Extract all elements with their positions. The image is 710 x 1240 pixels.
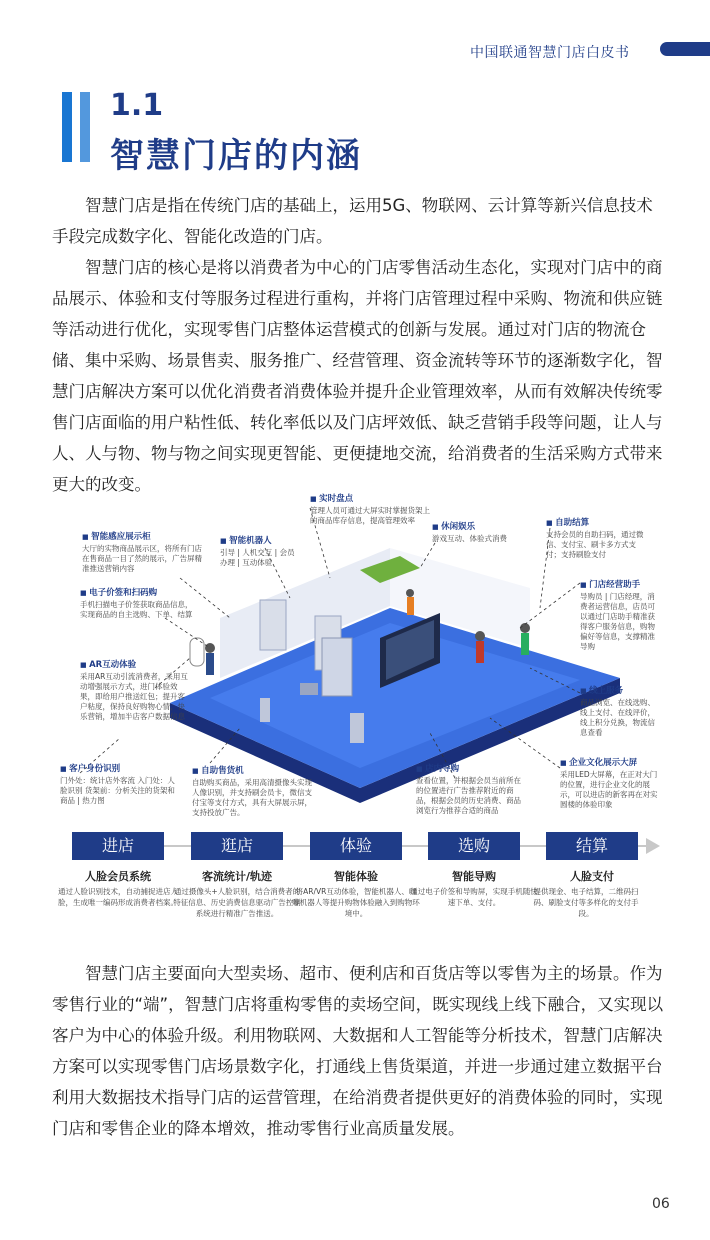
section-title: 智慧门店的内涵 bbox=[110, 136, 362, 176]
callout-culture-screen: ■ 企业文化展示大屏 采用LED大屏幕，在正对大门的位置，进行企业文化的展示，可以进店的新客再在对实圆楼的体验印象 bbox=[560, 758, 660, 810]
kiosk bbox=[350, 713, 364, 743]
turnstile bbox=[260, 698, 270, 722]
section-bar-2 bbox=[80, 92, 90, 162]
flow-desc-browse: 通过摄像头+人脸识别，结合消费者的特征信息、历史消费信息驱动广告控制系统进行精准广告推送。 bbox=[173, 887, 301, 918]
callout-leisure: ■ 休闲娱乐 游戏互动、体验式消费 bbox=[432, 522, 532, 544]
person-2 bbox=[475, 631, 485, 641]
flow-sub-experience: 智能体验 bbox=[334, 870, 378, 883]
flow-step-experience: 体验 bbox=[310, 832, 402, 860]
header-bar bbox=[660, 42, 710, 56]
header-title: 中国联通智慧门店白皮书 bbox=[470, 45, 630, 61]
callout-realtime-inventory: ■ 实时盘点 管理人员可通过大屏实时掌握货架上的商品库存信息，提高管理效率 bbox=[310, 494, 430, 526]
callout-customer-id: ■ 客户身份识别 门外处：统计店外客流 入门处：人脸识别 货架前：分析关注的货架和商品 | 热力图 bbox=[60, 764, 178, 806]
paragraph-2: 智慧门店的核心是将以消费者为中心的门店零售活动生态化，实现对门店中的商品展示、体验和支付等服务过程进行重构，并将门店管理过程中采购、物流和供应链等活动进行优化，实现零售门店整体运营模式的创新与发展。通过对门店的物流仓储、集中采购、场景售卖、服务推广、经营管理、资金流转等环节的逐渐数字化，智慧门店解决方案可以优化消费者消费体验并提升企业管理效率，从而有效解决传统零售门店面临的用户粘性低、转化率低以及门店坪效低、缺乏营销手段等问题，让人与人、人与物、物与物之间实现更智能、更便捷地交流，给消费者的生活采购方式带来更大的改变。 bbox=[52, 258, 663, 494]
flow-arrow-icon bbox=[646, 838, 660, 854]
flow-desc-checkout: 提供现金、电子结算，二维码扫码、刷脸支付等多样化的支付手段。 bbox=[533, 887, 639, 918]
callout-vending-machine: ■ 自助售货机 自助购买商品，采用高清摄像头实现人像识别，并支持刷会员卡，微信支付宝等支付方式，具有大屏展示屏，支持投放广告。 bbox=[192, 766, 314, 818]
callout-online-service: ■ 线上服务 商品浏览、在线选购、线上支付、在线评价，线上积分兑换，物流信息查看 bbox=[580, 686, 662, 738]
shelf-1 bbox=[260, 600, 286, 650]
paragraph-1: 智慧门店是指在传统门店的基础上，运用5G、物联网、云计算等新兴信息技术手段完成数字化、智能化改造的门店。 bbox=[52, 196, 653, 246]
callout-ar-interaction: ■ AR互动体验 采用AR互动引流消费者，采用互动增强展示方式，进门体验效果，即给用户推送红包；提升客户粘度，保持良好购物心情，快乐营销，增加半店客户数据信息 bbox=[80, 660, 188, 722]
flow-sub-enter: 人脸会员系统 bbox=[85, 870, 151, 883]
flow-step-browse: 逛店 bbox=[191, 832, 283, 860]
callout-self-checkout: ■ 自助结算 支持会员的自助扫码，通过微信、支付宝、刷卡多方式支付；支持刷脸支付 bbox=[546, 518, 646, 560]
section-bar-1 bbox=[62, 92, 72, 162]
flow-sub-select: 智能导购 bbox=[452, 870, 496, 883]
paragraph-3: 智慧门店主要面向大型卖场、超市、便利店和百货店等以零售为主的场景。作为零售行业的“端”，智慧门店将重构零售的卖场空间，既实现线上线下融合，又实现以客户为中心的体验升级。利用物联网、大数据和人工智能等分析技术，智慧门店解决方案可以实现零售门店场景数字化，打通线上售货渠道，并进一步通过建立数据平台利用大数据技术指导门店的运营管理，在给消费者提供更好的消费体验的同时，实现门店和零售企业的降本增效，推动零售行业高质量发展。 bbox=[52, 964, 664, 1138]
flow-step-select: 选购 bbox=[428, 832, 520, 860]
callout-smart-robot: ■ 智能机器人 引导 | 人机交互 | 会员办理 | 互动体验 bbox=[220, 536, 300, 568]
callout-e-price-tag: ■ 电子价签和扫码购 手机扫描电子价签获取商品信息，实现商品的自主选购、下单、结算 bbox=[80, 588, 195, 620]
flow-step-enter: 进店 bbox=[72, 832, 164, 860]
page-number: 06 bbox=[652, 1196, 670, 1212]
flow-step-checkout: 结算 bbox=[546, 832, 638, 860]
vending-machine bbox=[322, 638, 352, 696]
person-4 bbox=[406, 589, 414, 597]
flow-desc-select: 通过电子价签和导购屏，实现手机随快速下单、支付。 bbox=[410, 887, 538, 907]
callout-store-assistant: ■ 门店经营助手 导购员 | 门店经理，消费者运营信息，店员可以通过门店助手精准获得客户服务信息，购物偏好等信息，支撑精准导购 bbox=[580, 580, 662, 652]
callout-smart-display-case: ■ 智能感应展示柜 大厅的实物商品展示区，将所有门店在售商品一目了然的展示，广告屏精准推送营销内容 bbox=[82, 532, 207, 574]
flow-sub-browse: 客流统计/轨迹 bbox=[201, 870, 273, 883]
flow-desc-enter: 通过人脸识别技术，自动捕捉进店人脸，生成唯一编码形成消费者档案。 bbox=[58, 887, 178, 907]
flow-sub-checkout: 人脸支付 bbox=[570, 870, 614, 883]
callout-in-store-guide: ■ 店内导购 查看位置，并根据会员当前所在的位置进行广告推荐附近的商品，根据会员的历史消费、商品浏览行为推荐合适的商品 bbox=[416, 764, 528, 816]
cart bbox=[300, 683, 318, 695]
section-number: 1.1 bbox=[110, 88, 164, 123]
smart-store-illustration bbox=[60, 488, 660, 817]
flow-desc-experience: 将AR/VR互动体验，智能机器人、咖啡机器人等提升购物体验融入到购物环境中。 bbox=[292, 887, 420, 918]
